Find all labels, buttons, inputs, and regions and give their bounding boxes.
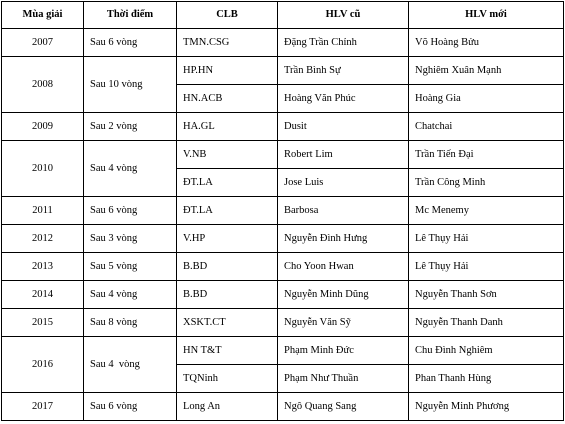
- table-row: [2, 141, 564, 169]
- header-club: CLB: [177, 2, 278, 29]
- old-coach-cell: Phạm Như Thuần: [278, 365, 409, 393]
- club-cell: ĐT.LA: [177, 169, 278, 197]
- new-coach-cell: Trần Tiến Đại: [409, 141, 564, 169]
- header-row: [2, 2, 564, 29]
- table-row: [2, 197, 564, 225]
- new-coach-cell: Chu Đình Nghiêm: [409, 337, 564, 365]
- time-cell: Sau 8 vòng: [84, 309, 177, 337]
- old-coach-cell: Trần Bình Sự: [278, 57, 409, 85]
- table-row: [2, 253, 564, 281]
- new-coach-cell: Hoàng Gia: [409, 85, 564, 113]
- new-coach-cell: Phan Thanh Hùng: [409, 365, 564, 393]
- new-coach-cell: Chatchai: [409, 113, 564, 141]
- old-coach-cell: Hoàng Văn Phúc: [278, 85, 409, 113]
- table-row: [2, 29, 564, 57]
- table-row: [2, 393, 564, 421]
- time-cell: Sau 3 vòng: [84, 225, 177, 253]
- club-cell: HA.GL: [177, 113, 278, 141]
- old-coach-cell: Nguyễn Minh Dũng: [278, 281, 409, 309]
- new-coach-cell: Nguyễn Minh Phương: [409, 393, 564, 421]
- club-cell: ĐT.LA: [177, 197, 278, 225]
- new-coach-cell: Nghiêm Xuân Mạnh: [409, 57, 564, 85]
- table-row: [2, 225, 564, 253]
- time-cell: Sau 6 vòng: [84, 393, 177, 421]
- coach-change-table: [1, 1, 564, 421]
- new-coach-cell: Trần Công Minh: [409, 169, 564, 197]
- old-coach-cell: Jose Luis: [278, 169, 409, 197]
- club-cell: Long An: [177, 393, 278, 421]
- new-coach-cell: Lê Thụy Hải: [409, 253, 564, 281]
- club-cell: XSKT.CT: [177, 309, 278, 337]
- season-cell: 2014: [2, 281, 84, 309]
- time-cell: Sau 4 vòng: [84, 141, 177, 197]
- time-cell: Sau 6 vòng: [84, 197, 177, 225]
- club-cell: TMN.CSG: [177, 29, 278, 57]
- season-cell: 2012: [2, 225, 84, 253]
- new-coach-cell: Nguyễn Thanh Sơn: [409, 281, 564, 309]
- club-cell: B.BD: [177, 281, 278, 309]
- new-coach-cell: Nguyễn Thanh Danh: [409, 309, 564, 337]
- old-coach-cell: Cho Yoon Hwan: [278, 253, 409, 281]
- time-cell: Sau 10 vòng: [84, 57, 177, 113]
- old-coach-cell: Dusit: [278, 113, 409, 141]
- old-coach-cell: Robert Lim: [278, 141, 409, 169]
- time-cell: Sau 5 vòng: [84, 253, 177, 281]
- time-cell: Sau 4 vòng: [84, 281, 177, 309]
- header-season: Mùa giải: [2, 2, 84, 29]
- table-row: [2, 337, 564, 365]
- table-row: [2, 57, 564, 85]
- club-cell: TQNinh: [177, 365, 278, 393]
- old-coach-cell: Ngô Quang Sang: [278, 393, 409, 421]
- old-coach-cell: Nguyễn Văn Sỹ: [278, 309, 409, 337]
- season-cell: 2017: [2, 393, 84, 421]
- old-coach-cell: Phạm Minh Đức: [278, 337, 409, 365]
- old-coach-cell: Đặng Trần Chỉnh: [278, 29, 409, 57]
- season-cell: 2013: [2, 253, 84, 281]
- season-cell: 2007: [2, 29, 84, 57]
- new-coach-cell: Võ Hoàng Bửu: [409, 29, 564, 57]
- season-cell: 2009: [2, 113, 84, 141]
- club-cell: V.HP: [177, 225, 278, 253]
- new-coach-cell: Mc Menemy: [409, 197, 564, 225]
- season-cell: 2008: [2, 57, 84, 113]
- old-coach-cell: Nguyễn Đình Hưng: [278, 225, 409, 253]
- club-cell: B.BD: [177, 253, 278, 281]
- old-coach-cell: Barbosa: [278, 197, 409, 225]
- season-cell: 2010: [2, 141, 84, 197]
- table-row: [2, 281, 564, 309]
- season-cell: 2016: [2, 337, 84, 393]
- table-row: [2, 113, 564, 141]
- club-cell: HN T&T: [177, 337, 278, 365]
- time-cell: Sau 4 vòng: [84, 337, 177, 393]
- season-cell: 2015: [2, 309, 84, 337]
- club-cell: V.NB: [177, 141, 278, 169]
- club-cell: HN.ACB: [177, 85, 278, 113]
- club-cell: HP.HN: [177, 57, 278, 85]
- time-cell: Sau 6 vòng: [84, 29, 177, 57]
- header-new-coach: HLV mới: [409, 2, 564, 29]
- new-coach-cell: Lê Thụy Hải: [409, 225, 564, 253]
- table-row: [2, 309, 564, 337]
- header-old-coach: HLV cũ: [278, 2, 409, 29]
- season-cell: 2011: [2, 197, 84, 225]
- header-time: Thời điểm: [84, 2, 177, 29]
- time-cell: Sau 2 vòng: [84, 113, 177, 141]
